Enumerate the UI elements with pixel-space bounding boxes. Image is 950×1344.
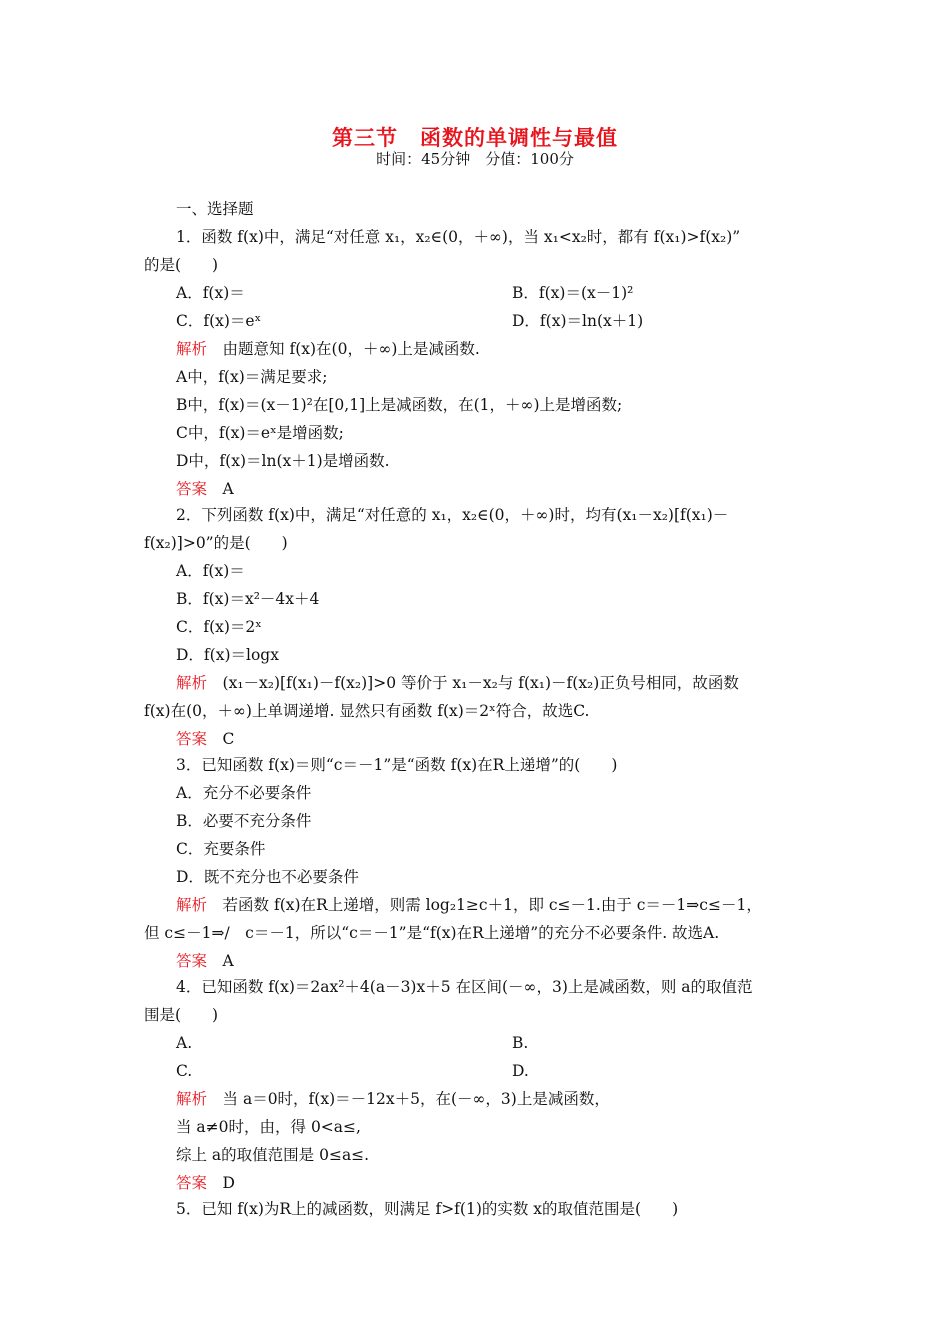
q3-analysis [176, 895, 762, 915]
q2-analysis-text1: (x₁－x₂)[f(x₁)－f(x₂)]>0 等价于 x₁－x₂与 f(x₁)－f(x₂)正负号相同，故函数 [222, 674, 739, 692]
q1-option-a: A．f(x)＝ [176, 284, 245, 302]
q1-stem-line2: 的是( ) [144, 256, 219, 274]
q4-analysis [176, 1089, 610, 1109]
q4-stem-line2: 围是( ) [144, 1006, 219, 1024]
q2-analysis [176, 673, 739, 693]
q1-a-explain: A中，f(x)＝满足要求; [176, 368, 328, 386]
q4-answer [176, 1173, 235, 1193]
q3-answer-value: A [222, 952, 234, 970]
q2-stem-line1: 2．下列函数 f(x)中，满足“对任意的 x₁，x₂∈(0，＋∞)时，均有(x₁－x₂)[f(x₁)－ [176, 506, 729, 524]
q5-stem: 5．已知 f(x)为R上的减函数，则满足 f>f(1)的实数 x的取值范围是( ) [176, 1200, 679, 1218]
q3-analysis-text1: 若函数 f(x)在R上递增，则需 log₂1≥c＋1，即 c≤－1.由于 c＝－1⇒c≤－1， [222, 896, 762, 914]
q2-analysis-label: 解析 [176, 674, 208, 692]
q4-option-d: D. [512, 1062, 529, 1080]
q2-answer-label: 答案 [176, 730, 208, 748]
q1-analysis [176, 339, 480, 359]
q1-option-d: D．f(x)＝ln(x＋1) [512, 312, 644, 330]
q4-analysis-line2: 当 a≠0时，由，得 0<a≤, [176, 1118, 361, 1136]
q3-option-b: B．必要不充分条件 [176, 812, 312, 830]
q2-answer-value: C [222, 730, 235, 748]
q4-answer-label: 答案 [176, 1174, 208, 1192]
q3-option-a: A．充分不必要条件 [176, 784, 312, 802]
q2-option-b: B．f(x)＝x²－4x＋4 [176, 590, 320, 608]
q4-answer-value: D [222, 1174, 235, 1192]
q4-analysis-text1: 当 a＝0时，f(x)＝－12x＋5，在(－∞，3)上是减函数， [222, 1090, 610, 1108]
q4-option-b: B. [512, 1034, 529, 1052]
q4-option-c: C. [176, 1062, 193, 1080]
q2-analysis-line2: f(x)在(0，＋∞)上单调递增. 显然只有函数 f(x)＝2ˣ符合，故选C. [144, 702, 590, 720]
q4-analysis-label: 解析 [176, 1090, 208, 1108]
q1-analysis-label: 解析 [176, 340, 208, 358]
page-subtitle: 时间：45分钟 分值：100分 [376, 150, 574, 168]
q1-d-explain: D中，f(x)＝ln(x＋1)是增函数. [176, 452, 390, 470]
q3-analysis-label: 解析 [176, 896, 208, 914]
q1-analysis-text: 由题意知 f(x)在(0，＋∞)上是减函数. [222, 340, 480, 358]
q3-option-c: C．充要条件 [176, 840, 266, 858]
q4-option-a: A. [176, 1034, 193, 1052]
section-heading: 一、选择题 [176, 200, 254, 218]
q1-b-explain: B中，f(x)＝(x－1)²在[0,1]上是减函数，在(1，＋∞)上是增函数; [176, 396, 623, 414]
q2-option-d: D．f(x)＝logx [176, 646, 279, 664]
q3-option-d: D．既不充分也不必要条件 [176, 868, 359, 886]
q1-answer-value: A [222, 480, 234, 498]
q3-stem: 3．已知函数 f(x)＝则“c＝－1”是“函数 f(x)在R上递增”的( ) [176, 756, 618, 774]
q1-c-explain: C中，f(x)＝eˣ是增函数; [176, 424, 344, 442]
q2-answer [176, 729, 234, 749]
q1-stem-line1: 1．函数 f(x)中，满足“对任意 x₁，x₂∈(0，＋∞)，当 x₁<x₂时，都有 f(x₁)>f(x₂)” [176, 228, 741, 246]
q4-stem-line1: 4．已知函数 f(x)＝2ax²＋4(a－3)x＋5 在区间(－∞，3)上是减函数，则 a的取值范 [176, 978, 753, 996]
q2-option-c: C．f(x)＝2ˣ [176, 618, 262, 636]
q1-option-c: C．f(x)＝eˣ [176, 312, 262, 330]
q2-stem-line2: f(x₂)]>0”的是( ) [144, 534, 288, 552]
q1-option-b: B．f(x)＝(x－1)² [512, 284, 634, 302]
q4-analysis-line3: 综上 a的取值范围是 0≤a≤. [176, 1146, 370, 1164]
page-title: 第三节 函数的单调性与最值 [332, 125, 618, 150]
q3-answer-label: 答案 [176, 952, 208, 970]
q3-answer [176, 951, 234, 971]
q1-answer-label: 答案 [176, 480, 208, 498]
q3-analysis-line2: 但 c≤－1⇒/ c＝－1，所以“c＝－1”是“f(x)在R上递增”的充分不必要条件. 故选A. [144, 924, 720, 942]
q2-option-a: A．f(x)＝ [176, 562, 245, 580]
q1-answer [176, 479, 234, 499]
